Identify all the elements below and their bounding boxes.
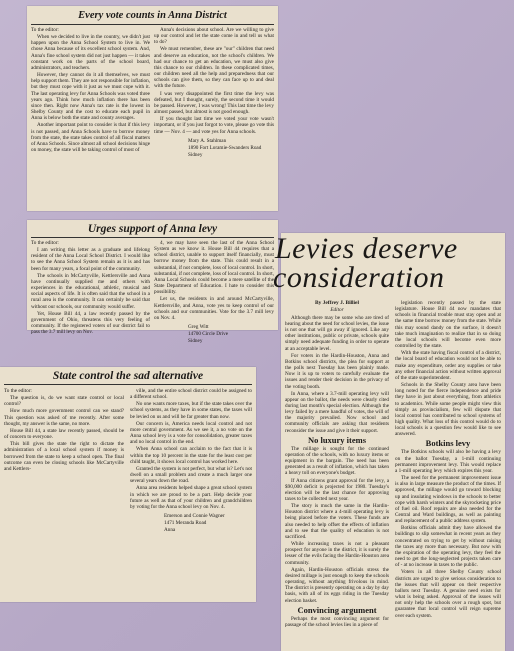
- paragraph: ville, and the entire school district could be assigned to a different school.: [130, 388, 252, 401]
- signature-line: Mary A. Stahlman: [188, 137, 227, 144]
- letter-column-right: [154, 240, 274, 345]
- paragraph: To the editor:: [31, 240, 59, 246]
- paragraph: To the editor:: [4, 388, 32, 394]
- paragraph: I was very disappointed the first time the levy was defeated, but I thought, surely, the second time it would be passed. However, I was wrong! This last time the levy almost passed, but almost is not good enough.: [154, 90, 274, 116]
- clipping-editorial-levies: [273, 232, 505, 651]
- paragraph: The schools in McCartyville, Kettlersville and Anna have continually supplied me and others with experiences in the educational, athletic, musical and social aspects of life. It is often said that the school in a rural area is the community. It can certainly be said that without our schools, our community would suffer.: [31, 272, 150, 310]
- editorial-column-right: [395, 300, 501, 649]
- paragraph: Another important point to consider is that if this levy is not passed, and Anna Schools have to borrow money from the state, the state takes control of all fiscal matters of Anna Schools. Since almost all school decisions hinge on money, the state will be taking control of most of: [31, 122, 150, 153]
- paragraph: To the editor:: [31, 27, 59, 33]
- letter-column-right: [154, 27, 274, 209]
- headline-rule: [31, 237, 274, 238]
- clipping-headline: State control the sad alternative: [52, 370, 204, 382]
- headline-rule: [31, 24, 274, 25]
- paragraph: Perhaps the most convincing argument for passage of the school levies lies in a piece of: [285, 615, 389, 628]
- paragraph: Schools in the Shelby County area have been long noted for the fierce independence and pride they have in just about everything, from athletics to academics. While some people might view this simply as provincialism, few will dispute that local control has contributed to school systems of high quality. What loss of this control would do to local schools is a question few would like to see answered.: [395, 382, 501, 438]
- paragraph: In Anna, where a 3.7-mill operating levy will appear on the ballot, the needs were clearly cited during last month's special election. Although the levy failed by a mere handful of votes, the will of the majority prevailed. Now school and community officials are asking that residents reconsider the issue and give it their support.: [285, 390, 389, 434]
- clipping-state-control: [0, 367, 256, 602]
- paragraph: Although there may be some who are tired of hearing about the need for school levies, the issue is not one that will go away if ignored. Like any other institutions, public or private, schools quite simply need adequate funding in order to operate at an acceptable level.: [285, 314, 389, 352]
- subheading-botkins-levy: Botkins levy: [425, 438, 471, 449]
- letter-column-right: [130, 388, 252, 600]
- paragraph: No one wants more taxes, but if the state takes over the school systems, as they have in some states, the taxes will be levied on us and will be far greater than now.: [130, 401, 252, 420]
- paragraph: For voters in the Hardin-Houston, Anna and Botkins school districts, the plea for support at the polls next Tuesday has been plainly made. Now it is up to voters to carefully evaluate the issues and render their decision in the privacy of the voting booth.: [285, 352, 389, 390]
- signature-line: 14700 Circle Drive: [188, 331, 229, 338]
- subheading-no-luxury: No luxury items: [307, 434, 367, 445]
- paragraph: Voters in all three Shelby County school districts are urged to give serious consideration to the issues that will appear on their respective ballots next Tuesday. A genuine need exists for what is being asked. Approval of the issues will not only help the schools over a rough spot, but guarantee that local control will reign supreme over each system.: [395, 569, 501, 619]
- paragraph: When we decided to live in the country, we didn't just happen upon the Anna School System to live in. We chose Anna because of its excellent school system. And, Anna's fine school system did not just happen — it takes constant work on the parts of the school board, administrators, and teachers.: [31, 34, 150, 71]
- paragraph: Botkins officials admit they have allowed the buildings to slip somewhat in recent years as they concentrated on trying to get by without raising the taxes any more than necessary. But now with the expiration of the operating levy, they feel the need to get the long-neglected projects taken care of - at no increase in taxes to the public.: [395, 525, 501, 569]
- paragraph: The millage is sought for the continued operation of the schools, with no luxury items or equipment in the bargain. The need has been generated as a result of inflation, which has taken a heavy toll on everyone's budget.: [285, 445, 389, 477]
- paragraph: If Anna citizens grant approval for the levy, a $90,000 deficit is projected for 1980. Tuesday's election will be the last chance for approving taxes to be collected next year.: [285, 477, 389, 503]
- signature-line: Sidney: [188, 338, 203, 345]
- paragraph: Yet, House Bill 44, a law recently passed by the government of Ohio, threatens this very feeling of community. If the registered voters of our district fail to pass the 3.7 mill levy on Nov.: [31, 310, 150, 336]
- paragraph: How much more government control can we stand? This question was asked of me recently. After some thought, my answer is the same, no more.: [4, 408, 124, 427]
- signature-line: 1471 Meranda Road: [164, 520, 207, 527]
- clipping-every-vote-counts: [27, 6, 278, 211]
- paragraph: When Anna school can acclaim to the fact that it is within the top 10 percent in the state for the least cost per child taught, it shows local control has worked here.: [130, 446, 252, 465]
- signature-line: Sidney: [188, 151, 203, 158]
- signature-line: Anna: [164, 527, 176, 534]
- editorial-headline-line2: consideration: [273, 261, 445, 294]
- paragraph: The need for the permanent improvement issue is also in large measure the product of the times. If approved, the millage would go toward blocking up and insulating windows in the schools to better cope with harsh winters and the skyrocketing price of fuel oil. Roof repairs are also needed for the Central and Ward buildings, as well as painting and replacement of a public address system.: [395, 475, 501, 525]
- paragraph: This bill gives the state the right to dictate the administration of a local school system if money is borrowed from the state to keep a school open. The final outcome can even be closing schools like McCartyville and Kettlers-: [4, 441, 124, 472]
- letter-column-left: [31, 27, 150, 209]
- paragraph: Let us, the residents in and around McCartyville, Kettlersville, and Anna, vote yes to keep control of our schools and our communities. Vote for the 3.7 mill levy on Nov. 4.: [154, 296, 274, 321]
- letter-column-left: [31, 240, 150, 336]
- signature-line: Greg Witt: [188, 324, 209, 331]
- paragraph: However, they cannot do it all themselves, we must help support them. They are not responsible for inflation, but they must cope with it just as we must cope with it. The last operating levy for Anna Schools was voted three years ago. Think how much inflation there has been since then. Right now Anna's tax rate is the lowest in Shelby County and the cost to educate each pupil in Anna is below both the state and county averages.: [31, 72, 150, 122]
- paragraph: We must remember, these are "our" children that need and deserve an education, not the school's children. We had our chance to get an education, we must also give this chance to our children. In these complicated times, our children need all the help and preparedness that our schools can give them, so they can face up to and deal with the future.: [154, 46, 274, 90]
- paragraph: Granted the system is not perfect, but what is? Let's not dwell on a small problem and create a much larger one several years down the road.: [130, 465, 252, 485]
- subheading-convincing-argument: Convincing argument: [297, 604, 377, 615]
- paragraph: The story is much the same in the Hardin-Houston district where a 4-mill operating levy is being placed before the voters. These funds are also needed to help offset the effects of inflation and to see that the quality of education is not sacrificed.: [285, 503, 389, 540]
- paragraph: Again, Hardin-Houston officials stress the desired millage is just enough to keep the schools operating, without anything frivolous in mind. The district is presently operating on a day by day basis, with all of its eggs riding in the Tuesday election basket.: [285, 566, 389, 604]
- paragraph: If you thought last time we voted your vote wasn't important, or if you just forgot to vote, please go vote this time — Nov. 4 — and vote yes for Anna schools.: [154, 116, 274, 135]
- paragraph: While increasing taxes is not a pleasant prospect for anyone in the district, it is surely the lesser of the evils facing the Hardin-Houston area community.: [285, 541, 389, 566]
- clipping-headline: Every vote counts in Anna District: [78, 10, 227, 21]
- paragraph: With the state having fiscal control of a district, the local board of education would not be able to make any expenditure, order any supplies or take any other financial action without written approval of the state superintendent.: [395, 350, 501, 381]
- paragraph: Anna area residents helped shape a great school system in which we are proud to be a part. Help decide your future as well as that of your children and grandchildren by voting for the Anna school levy on Nov. 4.: [130, 485, 252, 510]
- letter-column-left: [4, 388, 124, 600]
- signature-line: Emerson and Connie Wagner: [164, 512, 225, 519]
- paragraph: The question is, do we want state control or local control?: [4, 395, 124, 408]
- editorial-byline-role: Editor: [330, 306, 344, 313]
- editorial-headline-line1: Levies deserve: [275, 232, 458, 265]
- clipping-headline: Urges support of Anna levy: [87, 223, 218, 235]
- headline-rule: [4, 384, 252, 385]
- signature-line: 1890 Fort Loramie-Swanders Road: [188, 144, 262, 151]
- paragraph: House Bill 44, a state law recently passed, should be of concern to everyone.: [4, 427, 124, 441]
- paragraph: Anna's decisions about school. Are we willing to give up our control and let the state come in and tell us what to do?: [154, 27, 274, 46]
- editorial-column-left: [285, 300, 389, 649]
- paragraph: legislation recently passed by the state legislature. House Bill 44 now mandates that schools in financial trouble must stay open and at the same time borrow money from the state. While this may sound dandy on the surface, it doesn't take much imagination to realize that in so doing the local schools will become even more controlled by the state.: [395, 300, 501, 350]
- paragraph: Our concern is, America needs local control and not more central government. As we see it, a no vote on the Anna school levy is a vote for consolidation, greater taxes and no local control in the end.: [130, 420, 252, 446]
- paragraph: The Botkins schools will also be having a levy on the ballot Tuesday, a 1-mill continuing permanent improvement levy. This would replace a 1-mill operating levy which expires this year.: [395, 449, 501, 474]
- paragraph: 4, we may have seen the last of the Anna School System as we know it. House Bill 44 requires that a school district, unable to support itself financially, must borrow money from the state. This could result in a substantial, if not complete, loss of local control. In short, substantial, if not complete, loss of local control. In short, Anna Local Schools could become a mere satellite of the State Department of Education. I hate to consider this possibility.: [154, 240, 274, 296]
- clipping-urges-support: [27, 220, 278, 345]
- editorial-byline: By Jeffrey J. Billiel: [315, 300, 359, 306]
- paragraph: I am writing this letter as a graduate and lifelong resident of the Anna Local School District. I would like to see the Anna School System remain as it is and has been for many years, a focal point of the community.: [31, 247, 150, 272]
